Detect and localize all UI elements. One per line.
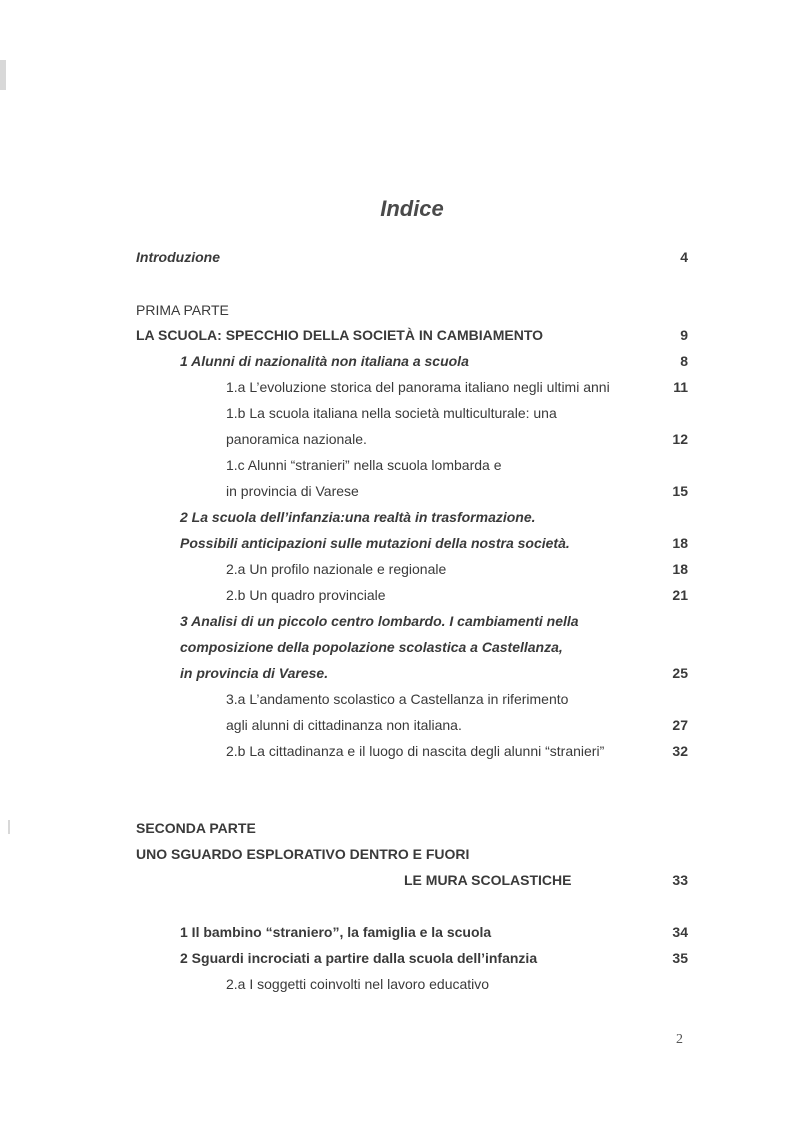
toc-section-continuation[interactable] xyxy=(136,481,688,501)
toc-section[interactable] xyxy=(136,741,688,761)
toc-page-number: 8 xyxy=(680,353,688,369)
toc-entry-text: 3.a L’andamento scolastico a Castellanza in riferimento xyxy=(226,691,569,707)
toc-entry-text: 2 La scuola dell’infanzia:una realtà in trasformazione. xyxy=(180,509,536,525)
toc-chapter-continuation[interactable] xyxy=(136,637,688,657)
toc-entry-text: in provincia di Varese. xyxy=(180,665,329,681)
toc-entry-text: 1.c Alunni “stranieri” nella scuola lombarda e xyxy=(226,457,502,473)
toc-chapter-continuation[interactable] xyxy=(136,533,688,553)
toc-page-number: 12 xyxy=(672,431,688,447)
toc-chapter[interactable] xyxy=(136,611,688,631)
toc-page-number: 21 xyxy=(672,587,688,603)
toc-chapter[interactable] xyxy=(136,351,688,371)
toc-entry-text: 1.a L’evoluzione storica del panorama italiano negli ultimi anni xyxy=(226,379,610,395)
toc-page-number: 18 xyxy=(672,535,688,551)
toc-section-continuation[interactable] xyxy=(136,715,688,735)
toc-section[interactable] xyxy=(136,585,688,605)
page-title: Indice xyxy=(380,196,444,221)
toc-chapter[interactable] xyxy=(136,948,688,968)
toc-section[interactable] xyxy=(136,455,688,475)
toc-chapter[interactable] xyxy=(136,507,688,527)
toc-part-title[interactable] xyxy=(136,844,688,864)
toc-page-number: 34 xyxy=(672,924,688,940)
toc-section[interactable] xyxy=(136,403,688,423)
toc-page-number: 33 xyxy=(672,872,688,888)
toc-page-number: 35 xyxy=(672,950,688,966)
toc-entry-text: 2.b Un quadro provinciale xyxy=(226,587,386,603)
toc-page-number: 11 xyxy=(673,379,688,395)
toc-entry-text: 2.a Un profilo nazionale e regionale xyxy=(226,561,447,577)
toc-entry-text: 1 Alunni di nazionalità non italiana a scuola xyxy=(180,353,469,369)
toc-section[interactable] xyxy=(136,974,688,994)
toc-entry-text: 1.b La scuola italiana nella società multiculturale: una xyxy=(226,405,557,421)
toc-entry-text: 2.b La cittadinanza e il luogo di nascita degli alunni “stranieri” xyxy=(226,743,605,759)
toc-page-number: 4 xyxy=(680,249,688,265)
toc-entry-text: panoramica nazionale. xyxy=(226,431,367,447)
toc-page-number: 18 xyxy=(672,561,688,577)
toc-entry-text: PRIMA PARTE xyxy=(136,302,229,318)
toc-section[interactable] xyxy=(136,377,688,397)
toc-part-title[interactable] xyxy=(136,325,688,345)
toc-entry-text: SECONDA PARTE xyxy=(136,820,256,836)
toc-part-heading xyxy=(136,300,688,320)
toc-entry-text: UNO SGUARDO ESPLORATIVO DENTRO E FUORI xyxy=(136,846,470,862)
toc-page-number: 27 xyxy=(672,717,688,733)
toc-chapter-continuation[interactable] xyxy=(136,663,688,683)
page-number: 2 xyxy=(676,1032,683,1047)
toc-section-continuation[interactable] xyxy=(136,429,688,449)
toc-entry-text: LA SCUOLA: SPECCHIO DELLA SOCIETÀ IN CAMBIAMENTO xyxy=(136,327,544,343)
toc-entry-text: agli alunni di cittadinanza non italiana. xyxy=(226,717,462,733)
toc-entry-text: LE MURA SCOLASTICHE xyxy=(404,872,572,888)
toc-section[interactable] xyxy=(136,559,688,579)
toc-entry-text: 3 Analisi di un piccolo centro lombardo. I cambiamenti nella xyxy=(180,613,579,629)
toc-entry-text: Introduzione xyxy=(136,249,220,265)
toc-page-number: 9 xyxy=(680,327,688,343)
toc-entry-text: 1 Il bambino “straniero”, la famiglia e la scuola xyxy=(180,924,492,940)
toc-entry-text: 2.a I soggetti coinvolti nel lavoro educativo xyxy=(226,976,490,992)
toc-page-number: 25 xyxy=(672,665,688,681)
toc-chapter[interactable] xyxy=(136,922,688,942)
toc-page-number: 15 xyxy=(672,483,688,499)
scan-edge-mark xyxy=(0,60,6,90)
toc-entry-text: 2 Sguardi incrociati a partire dalla scuola dell’infanzia xyxy=(180,950,538,966)
toc-entry-text: composizione della popolazione scolastica a Castellanza, xyxy=(180,639,563,655)
scan-edge-mark xyxy=(8,820,10,834)
toc-entry-introduzione[interactable] xyxy=(136,247,688,267)
toc-page-number: 32 xyxy=(672,743,688,759)
toc-section[interactable] xyxy=(136,689,688,709)
toc-part-title-continuation[interactable] xyxy=(136,870,688,890)
toc-entry-text: in provincia di Varese xyxy=(226,483,359,499)
toc-part-heading xyxy=(136,818,688,838)
toc-entry-text: Possibili anticipazioni sulle mutazioni della nostra società. xyxy=(180,535,570,551)
